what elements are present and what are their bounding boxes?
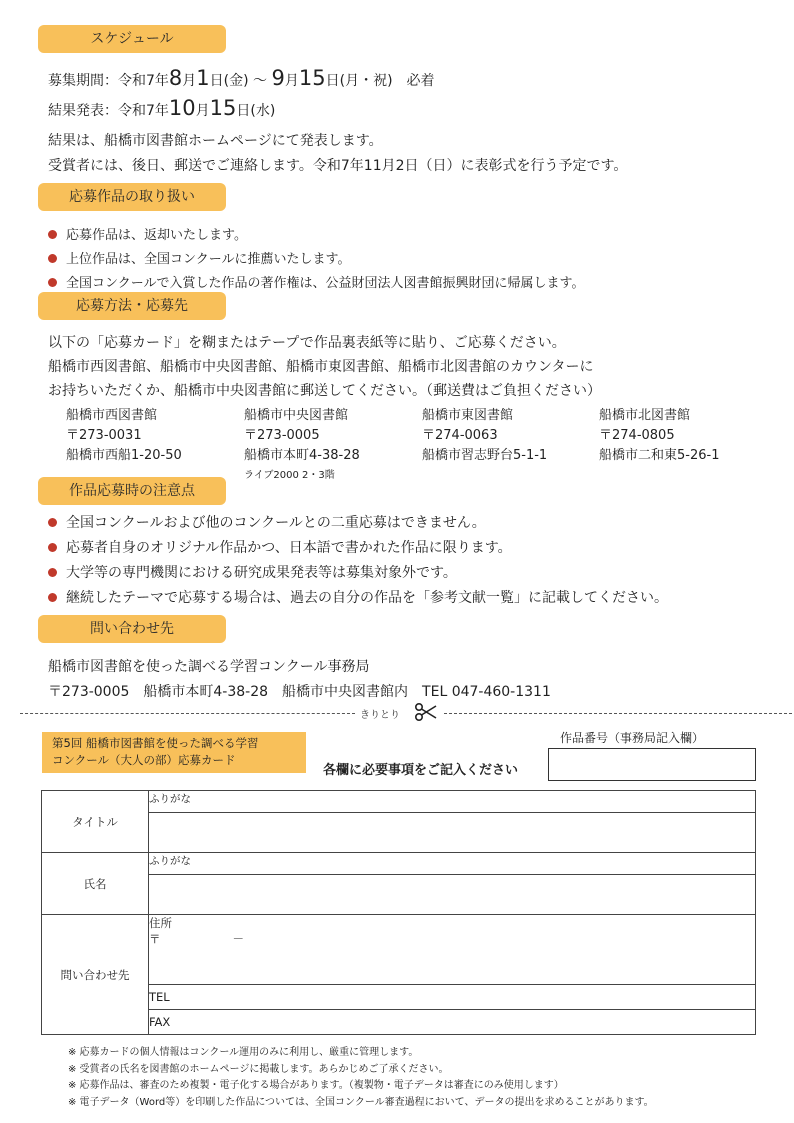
library-address: 船橋市二和東5-26-1 [599, 448, 720, 463]
list-item-text: 応募作品は、返却いたします。 [66, 228, 247, 243]
list-item-text: 全国コンクールおよび他のコンクールとの二重応募はできません。 [66, 515, 486, 531]
list-item [48, 512, 486, 532]
section-heading-method: 応募方法・応募先 [38, 292, 226, 320]
work-number-box[interactable] [548, 748, 756, 781]
library-name: 船橋市東図書館 [422, 408, 514, 423]
list-item [48, 537, 512, 557]
entry-card-title-line1: 第5回 船橋市図書館を使った調べる学習 [52, 736, 259, 750]
bullet-icon [48, 593, 57, 602]
recruit-day-end: 15 [298, 66, 326, 90]
library-address: 船橋市西船1-20-50 [66, 448, 182, 463]
cut-line-left [20, 713, 355, 714]
card-instruction: 各欄に必要事項をご記入ください [323, 763, 519, 778]
result-day: 15 [209, 96, 237, 120]
library-zip: 〒274-0063 [422, 428, 498, 443]
bullet-icon [48, 543, 57, 552]
contact-label: 問い合わせ先 [42, 915, 149, 1035]
library-zip: 〒273-0031 [66, 428, 142, 443]
section-heading-contact: 問い合わせ先 [38, 615, 226, 643]
bullet-icon [48, 278, 57, 287]
footnote: ※ 応募カードの個人情報はコンクール運用のみに利用し、厳重に管理します。 [68, 1047, 419, 1058]
winner-notice-text: 受賞者には、後日、郵送でご連絡します。令和7年11月2日（日）に表彰式を行う予定です。 [48, 158, 628, 174]
method-line: 以下の「応募カード」を糊またはテープで作品裏表紙等に貼り、ご応募ください。 [48, 335, 566, 351]
result-month-unit: 月 [195, 103, 210, 119]
tel-field[interactable] [149, 985, 756, 1010]
library-name: 船橋市西図書館 [66, 408, 158, 423]
recruit-month-start: 8 [168, 66, 183, 90]
name-field[interactable] [149, 875, 756, 915]
name-furigana-field[interactable] [149, 853, 756, 875]
bullet-icon [48, 568, 57, 577]
result-day-unit: 日(水) [236, 103, 276, 119]
recruit-month-end: 9 [271, 66, 285, 90]
entry-form-table [41, 790, 756, 1035]
library-zip: 〒274-0805 [599, 428, 675, 443]
title-label: タイトル [42, 791, 149, 853]
tel-label: TEL [149, 990, 170, 1004]
section-heading-handling: 応募作品の取り扱い [38, 183, 226, 211]
list-item [48, 587, 668, 607]
cut-line-right [444, 713, 792, 714]
list-item [48, 272, 584, 291]
library-name: 船橋市中央図書館 [244, 408, 349, 423]
library-west [66, 406, 182, 466]
library-east [422, 406, 547, 466]
card-footnotes [68, 1045, 654, 1111]
entry-card-title [42, 732, 306, 773]
section-heading-schedule: スケジュール [38, 25, 226, 53]
footnote: ※ 応募作品は、審査のため複製・電子化する場合があります。（複製物・電子データは審査にのみ使用します） [68, 1080, 564, 1091]
zip-line [149, 931, 755, 947]
cut-label: きりとり [360, 710, 400, 721]
work-number-label: 作品番号（事務局記入欄） [560, 731, 705, 745]
result-date [48, 96, 275, 120]
zip-dash: － [232, 932, 244, 946]
list-item-text: 全国コンクールで入賞した作品の著作権は、公益財団法人図書館振興財団に帰属します。 [66, 276, 585, 291]
bullet-icon [48, 518, 57, 527]
method-line: 船橋市西図書館、船橋市中央図書館、船橋市東図書館、船橋市北図書館のカウンターに [48, 359, 594, 375]
name-label: 氏名 [42, 853, 149, 915]
contact-address: 〒273-0005 船橋市本町4-38-28 船橋市中央図書館内 TEL 047-460-1311 [48, 684, 551, 700]
furigana-label: ふりがな [149, 793, 191, 805]
title-field[interactable] [149, 813, 756, 853]
library-central [244, 406, 360, 486]
library-north [599, 406, 719, 466]
address-label: 住所 [149, 916, 172, 930]
recruit-day-start-unit: 日(金) ～ [209, 73, 272, 89]
list-item-text: 応募者自身のオリジナル作品かつ、日本語で書かれた作品に限ります。 [66, 540, 512, 556]
footnote: ※ 受賞者の氏名を図書館のホームページに掲載します。あらかじめご了承ください。 [68, 1063, 449, 1075]
library-address: 船橋市習志野台5-1-1 [422, 448, 548, 463]
recruit-month-end-unit: 月 [284, 73, 299, 89]
entry-card-title-line2: コンクール（大人の部）応募カード [52, 753, 236, 767]
library-address-extra: ライブ2000 2・3階 [244, 470, 335, 481]
zip-mark: 〒 [149, 932, 161, 946]
recruit-prefix: 募集期間：令和7年 [48, 73, 169, 89]
library-address: 船橋市本町4-38-28 [244, 448, 360, 463]
result-month: 10 [168, 96, 196, 120]
section-heading-notes: 作品応募時の注意点 [38, 477, 226, 505]
fax-label: FAX [149, 1015, 171, 1029]
recruit-day-start: 1 [196, 66, 210, 90]
list-item-text: 継続したテーマで応募する場合は、過去の自分の作品を「参考文献一覧」に記載してください。 [66, 590, 668, 606]
list-item [48, 562, 457, 582]
result-announce-text: 結果は、船橋市図書館ホームページにて発表します。 [48, 133, 383, 149]
recruit-day-end-unit: 日(月・祝) 必着 [325, 73, 435, 89]
bullet-icon [48, 254, 57, 263]
list-item [48, 224, 247, 243]
bullet-icon [48, 230, 57, 239]
recruit-month-start-unit: 月 [182, 73, 197, 89]
list-item [48, 248, 350, 267]
library-zip: 〒273-0005 [244, 428, 320, 443]
recruit-period [48, 66, 435, 90]
list-item-text: 上位作品は、全国コンクールに推薦いたします。 [66, 252, 351, 267]
footnote: ※ 電子データ（Word等）を印刷した作品については、全国コンクール審査過程において、データの提出を求めることがあります。 [68, 1096, 654, 1108]
result-prefix: 結果発表：令和7年 [48, 103, 169, 119]
list-item-text: 大学等の専門機関における研究成果発表等は募集対象外です。 [66, 565, 457, 581]
scissors-icon [414, 703, 438, 725]
fax-field[interactable] [149, 1010, 756, 1035]
library-name: 船橋市北図書館 [599, 408, 691, 423]
contact-office: 船橋市図書館を使った調べる学習コンクール事務局 [48, 659, 370, 675]
furigana-label: ふりがな [149, 855, 191, 867]
method-line: お持ちいただくか、船橋市中央図書館に郵送してください。（郵送費はご負担ください） [48, 383, 601, 399]
address-field[interactable] [149, 915, 756, 985]
title-furigana-field[interactable] [149, 791, 756, 813]
